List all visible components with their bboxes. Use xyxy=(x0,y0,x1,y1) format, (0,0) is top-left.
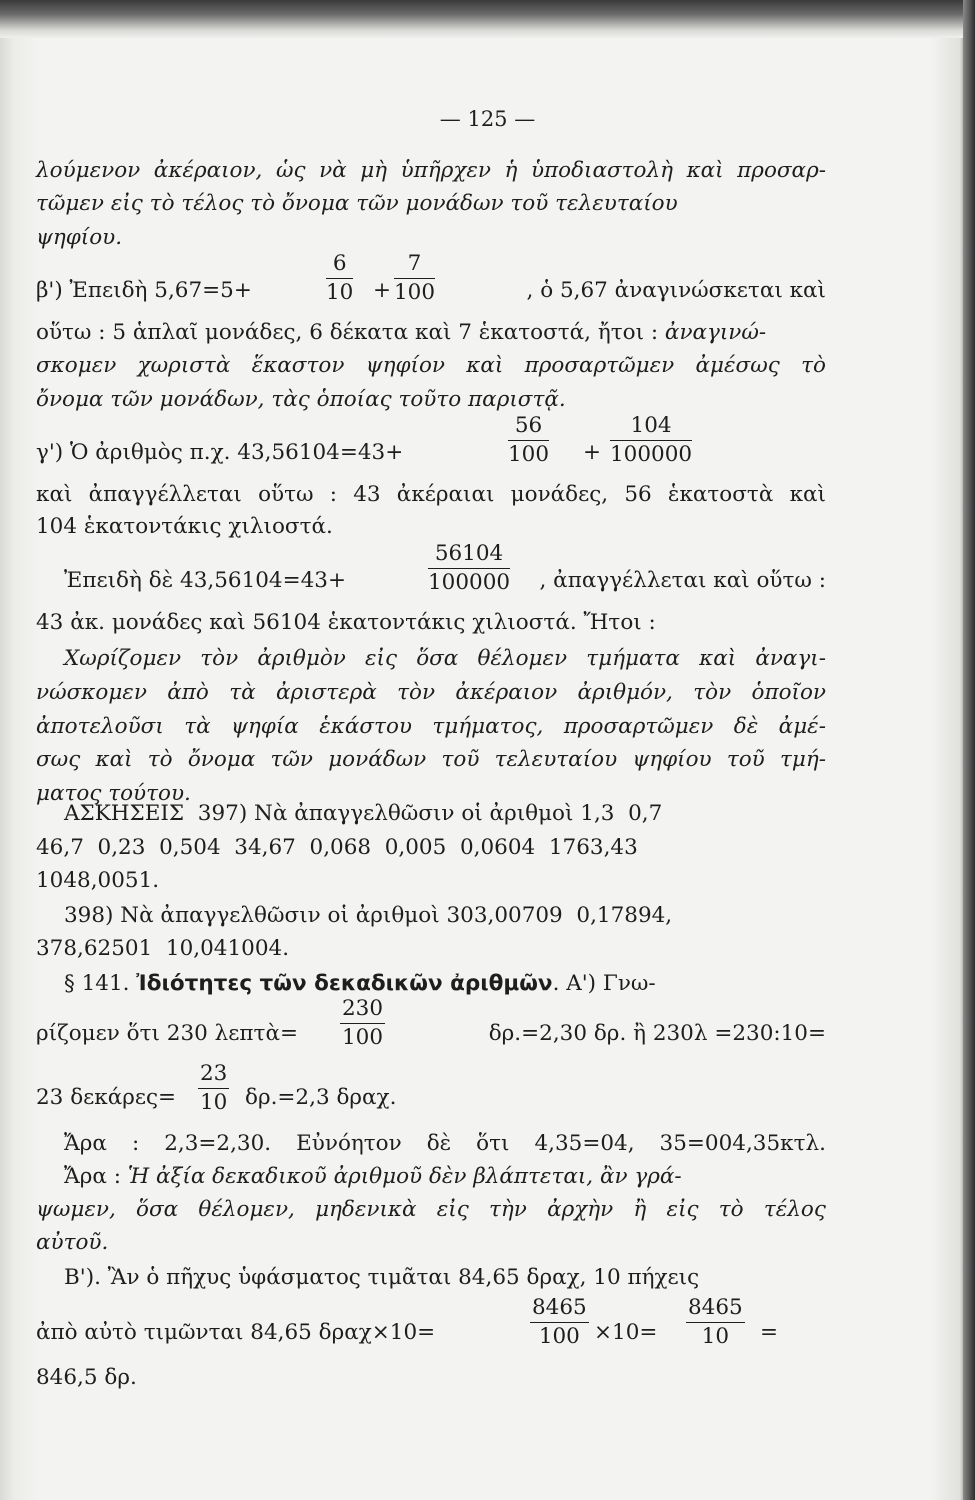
text-line-16: σως καὶ τὸ ὄνομα τῶν μονάδων τοῦ τελευταίου ψηφίου τοῦ τμή- xyxy=(36,747,826,772)
fraction-denominator: 100 xyxy=(394,279,436,305)
equation-drachmas-right: δρ.=2,30 δρ. ἢ 230λ =230:10= xyxy=(488,1021,826,1046)
fraction-230-100 xyxy=(340,998,385,1048)
equation-beta-right: , ὁ 5,67 ἀναγινώσκεται καὶ xyxy=(526,278,826,303)
text-line-13: Χωρίζομεν τὸν ἀριθμὸν εἰς ὅσα θέλομεν τμήματα καὶ ἀναγι- xyxy=(64,646,826,671)
fraction-numerator: 56104 xyxy=(428,543,510,569)
fraction-56104-100000 xyxy=(428,543,510,593)
text-line-30: Β'). Ἂν ὁ πῆχυς ὑφάσματος τιμᾶται 84,65 δραχ, 10 πήχεις xyxy=(64,1265,700,1290)
text-line-10: 104 ἑκατοντάκις χιλιοστά. xyxy=(36,514,333,539)
scan-top-edge xyxy=(0,0,975,38)
rule-statement: Ἡ ἀξία δεκαδικοῦ ἀριθμοῦ δὲν βλάπτεται, ἂν γρά- xyxy=(127,1164,682,1189)
exercises-398: 398) Νὰ ἀπαγγελθῶσιν οἱ ἀριθμοὶ 303,00709 0,17894, xyxy=(64,903,673,928)
fraction-numerator: 6 xyxy=(326,253,353,279)
text-line-28: ψωμεν, ὅσα θέλομεν, μηδενικὰ εἰς τὴν ἀρχὴν ἢ εἰς τὸ τέλος xyxy=(36,1197,826,1222)
text-line-12: 43 ἀκ. μονάδες καὶ 56104 ἑκατοντάκις χιλιοστά. Ἤτοι : xyxy=(36,610,656,635)
exercises-397: ΑΣΚΗΣΕΙΣ 397) Νὰ ἀπαγγελθῶσιν οἱ ἀριθμοὶ 1,3 0,7 xyxy=(64,801,663,826)
text-line-29: αὐτοῦ. xyxy=(36,1230,109,1255)
fraction-104-100000 xyxy=(610,415,692,465)
equation-beta-left: β') Ἐπειδὴ 5,67=5+ xyxy=(36,278,252,303)
text-line-15: ἀποτελοῦσι τὰ ψηφία ἑκάστου τμήματος, προσαρτῶμεν δὲ ἀμέ- xyxy=(36,714,826,739)
text-line-1: λούμενον ἀκέραιον, ὡς νὰ μὴ ὑπῆρχεν ἡ ὑποδιαστολὴ καὶ προσαρ- xyxy=(36,158,826,183)
fraction-numerator: 7 xyxy=(394,253,435,279)
text-line-6: σκομεν χωριστὰ ἕκαστον ψηφίον καὶ προσαρτῶμεν ἀμέσως τὸ xyxy=(36,353,826,378)
text-line-5 xyxy=(36,322,826,344)
exercises-numbers: 46,7 0,23 0,504 34,67 0,068 0,005 0,0604 1763,43 xyxy=(36,835,638,860)
fraction-numerator: 8465 xyxy=(530,1297,589,1323)
exercises-last-number: 1048,0051. xyxy=(36,868,160,893)
fraction-7-100 xyxy=(394,253,435,303)
text-line-14: νώσκομεν ἀπὸ τὰ ἀριστερὰ τὸν ἀκέραιον ἀριθμόν, τὸν ὁποῖον xyxy=(36,680,826,705)
text-line-7: ὄνομα τῶν μονάδων, τὰς ὁποίας τοῦτο παριστᾷ. xyxy=(36,387,566,412)
text-line-27 xyxy=(36,1166,826,1188)
equation-dekares xyxy=(36,1087,826,1109)
fraction-numerator: 230 xyxy=(340,998,385,1024)
fraction-denominator: 100 xyxy=(342,1024,384,1050)
equation-price-left: ἀπὸ αὐτὸ τιμῶνται 84,65 δραχ×10= xyxy=(36,1320,436,1345)
fraction-denominator: 10 xyxy=(200,1089,228,1115)
fraction-denominator: 100 xyxy=(538,1323,580,1349)
scan-right-edge xyxy=(963,0,975,1500)
result-line: 846,5 δρ. xyxy=(36,1365,137,1390)
text-line-5-italic: ἀναγινώ- xyxy=(664,320,767,345)
fraction-denominator: 10 xyxy=(326,279,354,305)
text-line-26: Ἄρα : 2,3=2,30. Εὐνόητον δὲ ὅτι 4,35=04, 35=004,35κτλ. xyxy=(64,1131,826,1156)
equation-dekares-right: δρ.=2,3 δραχ. xyxy=(245,1085,397,1110)
equation-epeidh-right: , ἀπαγγέλλεται καὶ οὕτω : xyxy=(539,568,826,593)
equation-gamma-left: γ') Ὁ ἀριθμὸς π.χ. 43,56104=43+ xyxy=(36,440,404,465)
fraction-numerator: 104 xyxy=(610,415,692,441)
fraction-6-10 xyxy=(326,253,353,303)
fraction-numerator: 8465 xyxy=(686,1297,745,1323)
fraction-denominator: 10 xyxy=(701,1323,730,1349)
fraction-denominator: 100000 xyxy=(610,441,693,467)
fraction-23-10 xyxy=(198,1063,229,1113)
equation-dekares-left: 23 δεκάρες= xyxy=(36,1085,177,1110)
fraction-numerator: 56 xyxy=(508,415,549,441)
section-141-heading xyxy=(36,973,854,995)
section-intro: . Α') Γνω- xyxy=(552,971,656,996)
plus-sign: + xyxy=(373,278,392,303)
exercises-398-numbers: 378,62501 10,041004. xyxy=(36,936,290,961)
equals-sign: = xyxy=(760,1320,779,1345)
text-line-27-plain: Ἄρα : xyxy=(64,1164,128,1189)
fraction-denominator: 100000 xyxy=(428,569,511,595)
equation-drachmas-left: ρίζομεν ὅτι 230 λεπτὰ= xyxy=(36,1021,298,1046)
text-line-3: ψηφίου. xyxy=(36,225,123,250)
text-line-2: τῶμεν εἰς τὸ τέλος τὸ ὄνομα τῶν μονάδων τοῦ τελευταίου xyxy=(36,191,678,216)
fraction-56-100 xyxy=(508,415,549,465)
fraction-numerator: 23 xyxy=(198,1063,229,1089)
fraction-8465-10 xyxy=(686,1297,745,1347)
fraction-denominator: 100 xyxy=(508,441,550,467)
equation-gamma xyxy=(36,440,826,467)
text-line-9: καὶ ἀπαγγέλλεται οὕτω : 43 ἀκέραιαι μονάδες, 56 ἑκατοστὰ καὶ xyxy=(36,482,826,507)
text-line-17: ματος τούτου. xyxy=(36,781,191,806)
times-ten: ×10= xyxy=(594,1320,658,1345)
plus-sign: + xyxy=(583,440,602,465)
text-line-5-plain: οὕτω : 5 ἁπλαῖ μονάδες, 6 δέκατα καὶ 7 ἑκατοστά, ἤτοι : xyxy=(36,320,665,345)
equation-epeidh-left: Ἐπειδὴ δὲ 43,56104=43+ xyxy=(64,568,346,593)
page-number: — 125 — xyxy=(439,107,536,131)
section-number: § 141. xyxy=(64,971,137,996)
section-title: Ἰδιότητες τῶν δεκαδικῶν ἀριθμῶν xyxy=(136,971,553,996)
fraction-8465-100 xyxy=(530,1297,589,1347)
